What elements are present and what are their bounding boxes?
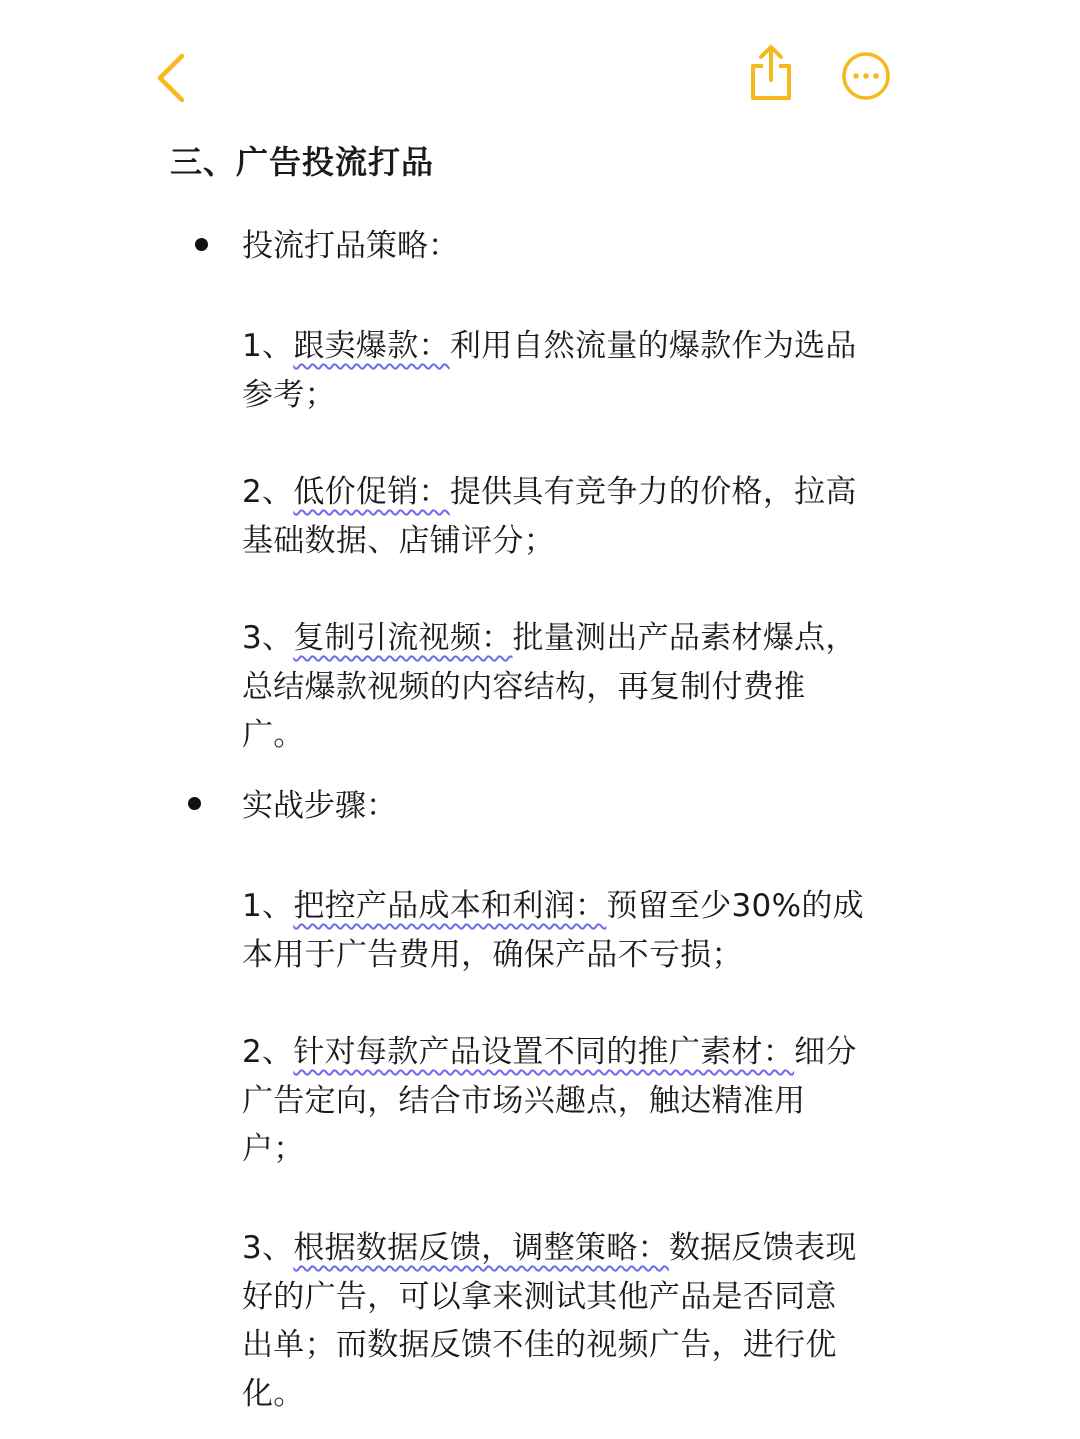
item-keyword: 把控产品成本和利润：: [293, 888, 607, 924]
item-text: 预留至少30%的成本用于广告费用，确保产品不亏损；: [242, 888, 864, 973]
item-text: 细分广告定向，结合市场兴趣点，触达精准用户；: [242, 1034, 857, 1167]
toolbar: [0, 0, 1080, 130]
item-text: 数据反馈表现好的广告，可以拿来测试其他产品是否同意出单；而数据反馈不佳的视频广告，进行优化。: [242, 1230, 857, 1412]
note-heading: 三、广告投流打品: [170, 143, 435, 181]
section-label-strategy: 投流打品策略：: [242, 228, 459, 264]
item-keyword: 针对每款产品设置不同的推广素材：: [293, 1034, 795, 1070]
item-keyword: 低价促销：: [293, 474, 450, 510]
bullet-point: [188, 797, 201, 810]
item-number: 1、: [242, 328, 294, 364]
more-button[interactable]: [840, 50, 892, 102]
item-keyword: 根据数据反馈，调整策略：: [293, 1230, 669, 1266]
more-horizontal-icon: [840, 50, 892, 102]
item-keyword: 跟卖爆款：: [293, 328, 450, 364]
list-item: [242, 882, 864, 979]
chevron-left-icon: [148, 50, 198, 106]
item-number: 3、: [242, 620, 294, 656]
item-number: 1、: [242, 888, 294, 924]
item-text: 提供具有竞争力的价格，拉高基础数据、店铺评分；: [242, 474, 857, 559]
list-item: [242, 468, 864, 565]
item-number: 2、: [242, 1034, 294, 1070]
item-number: 2、: [242, 474, 294, 510]
list-item: [242, 614, 864, 760]
list-item: [242, 322, 864, 419]
item-keyword: 复制引流视频：: [293, 620, 513, 656]
share-button[interactable]: [745, 42, 797, 102]
item-text: 批量测出产品素材爆点，总结爆款视频的内容结构，再复制付费推广。: [242, 620, 857, 753]
section-label-steps: 实战步骤：: [242, 788, 397, 824]
item-text: 利用自然流量的爆款作为选品参考；: [242, 328, 857, 413]
list-item: [242, 1028, 864, 1174]
bullet-point: [195, 238, 208, 251]
back-button[interactable]: [148, 50, 198, 106]
share-icon: [745, 42, 797, 102]
item-number: 3、: [242, 1230, 294, 1266]
list-item: [242, 1224, 864, 1418]
